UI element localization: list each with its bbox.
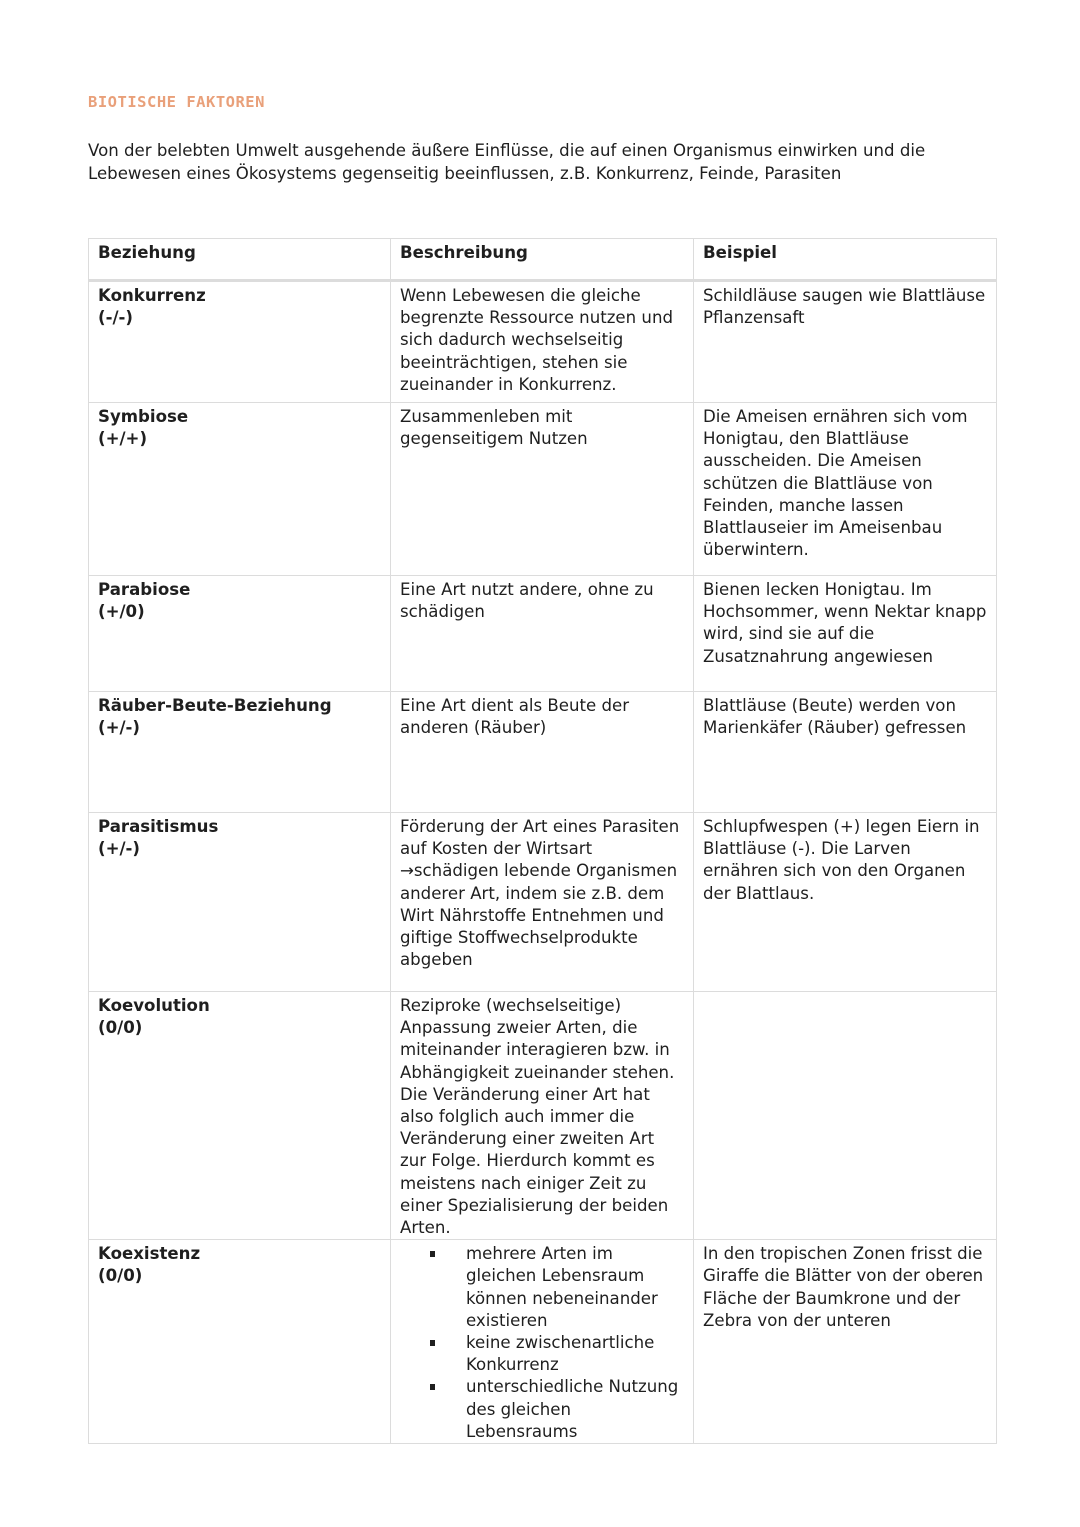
description-cell: Förderung der Art eines Parasiten auf Kosten der Wirtsart →schädigen lebende Organismen anderer Art, indem sie z.B. dem Wirt Nährstoffe Entnehmen und giftige Stoffwechselprodukte abgeben	[391, 813, 694, 992]
relation-cell	[89, 576, 391, 692]
relation-name: Räuber-Beute-Beziehung	[98, 696, 332, 715]
list-item: unterschiedliche Nutzung des gleichen Lebensraums	[424, 1376, 685, 1443]
relation-name: Symbiose	[98, 407, 189, 426]
header-description: Beschreibung	[391, 239, 694, 281]
table-row	[89, 281, 997, 403]
list-item: mehrere Arten im gleichen Lebensraum können nebeneinander existieren	[424, 1243, 685, 1332]
example-cell: Bienen lecken Honigtau. Im Hochsommer, wenn Nektar knapp wird, sind sie auf die Zusatznahrung angewiesen	[694, 576, 997, 692]
relation-name: Konkurrenz	[98, 286, 206, 305]
relation-sign: (+/-)	[98, 718, 141, 738]
relation-sign: (0/0)	[98, 1266, 143, 1286]
example-cell	[694, 992, 997, 1240]
section-heading: BIOTISCHE FAKTOREN	[88, 93, 265, 111]
table-row	[89, 692, 997, 813]
list-item: keine zwischenartliche Konkurrenz	[424, 1332, 685, 1376]
relation-sign: (0/0)	[98, 1018, 143, 1038]
example-cell: In den tropischen Zonen frisst die Giraffe die Blätter von der oberen Fläche der Baumkrone und der Zebra von der unteren	[694, 1240, 997, 1444]
table-row	[89, 1240, 997, 1444]
relation-sign: (+/-)	[98, 839, 141, 859]
relation-cell	[89, 281, 391, 403]
relation-sign: (+/0)	[98, 602, 145, 622]
intro-paragraph: Von der belebten Umwelt ausgehende äußere Einflüsse, die auf einen Organismus einwirken und die Lebewesen eines Ökosystems gegenseitig beeinflussen, z.B. Konkurrenz, Feinde, Parasiten	[88, 141, 926, 183]
relation-name: Parabiose	[98, 580, 191, 599]
relation-sign: (-/-)	[98, 308, 134, 328]
table-row	[89, 992, 997, 1240]
relation-cell	[89, 692, 391, 813]
description-cell: Wenn Lebewesen die gleiche begrenzte Ressource nutzen und sich dadurch wechselseitig beeinträchtigen, stehen sie zueinander in Konkurrenz.	[391, 281, 694, 403]
description-cell: Eine Art dient als Beute der anderen (Räuber)	[391, 692, 694, 813]
bullet-list	[400, 1243, 685, 1443]
description-cell: Eine Art nutzt andere, ohne zu schädigen	[391, 576, 694, 692]
table-row	[89, 813, 997, 992]
table-row	[89, 576, 997, 692]
example-cell: Schlupfwespen (+) legen Eiern in Blattläuse (-). Die Larven ernähren sich von den Organen der Blattlaus.	[694, 813, 997, 992]
relation-name: Koevolution	[98, 996, 210, 1015]
relation-cell	[89, 1240, 391, 1444]
relation-cell	[89, 403, 391, 576]
header-example: Beispiel	[694, 239, 997, 281]
description-cell	[391, 1240, 694, 1444]
relation-name: Parasitismus	[98, 817, 219, 836]
example-cell: Schildläuse saugen wie Blattläuse Pflanzensaft	[694, 281, 997, 403]
table-header-row	[89, 239, 997, 281]
example-cell: Die Ameisen ernähren sich vom Honigtau, den Blattläuse ausscheiden. Die Ameisen schützen die Blattläuse von Feinden, manche lassen Blattlauseier im Ameisenbau überwintern.	[694, 403, 997, 576]
table-row	[89, 403, 997, 576]
description-cell: Reziproke (wechselseitige) Anpassung zweier Arten, die miteinander interagieren bzw. in Abhängigkeit zueinander stehen. Die Veränderung einer Art hat also folglich auch immer die Veränderung einer zweiten Art zur Folge. Hierdurch kommt es meistens nach einiger Zeit zu einer Spezialisierung der beiden Arten.	[391, 992, 694, 1240]
relation-name: Koexistenz	[98, 1244, 201, 1264]
relations-table	[88, 238, 997, 1444]
relation-cell	[89, 813, 391, 992]
relation-cell	[89, 992, 391, 1240]
header-relation: Beziehung	[89, 239, 391, 281]
relation-sign: (+/+)	[98, 429, 148, 449]
description-cell: Zusammenleben mit gegenseitigem Nutzen	[391, 403, 694, 576]
example-cell: Blattläuse (Beute) werden von Marienkäfer (Räuber) gefressen	[694, 692, 997, 813]
